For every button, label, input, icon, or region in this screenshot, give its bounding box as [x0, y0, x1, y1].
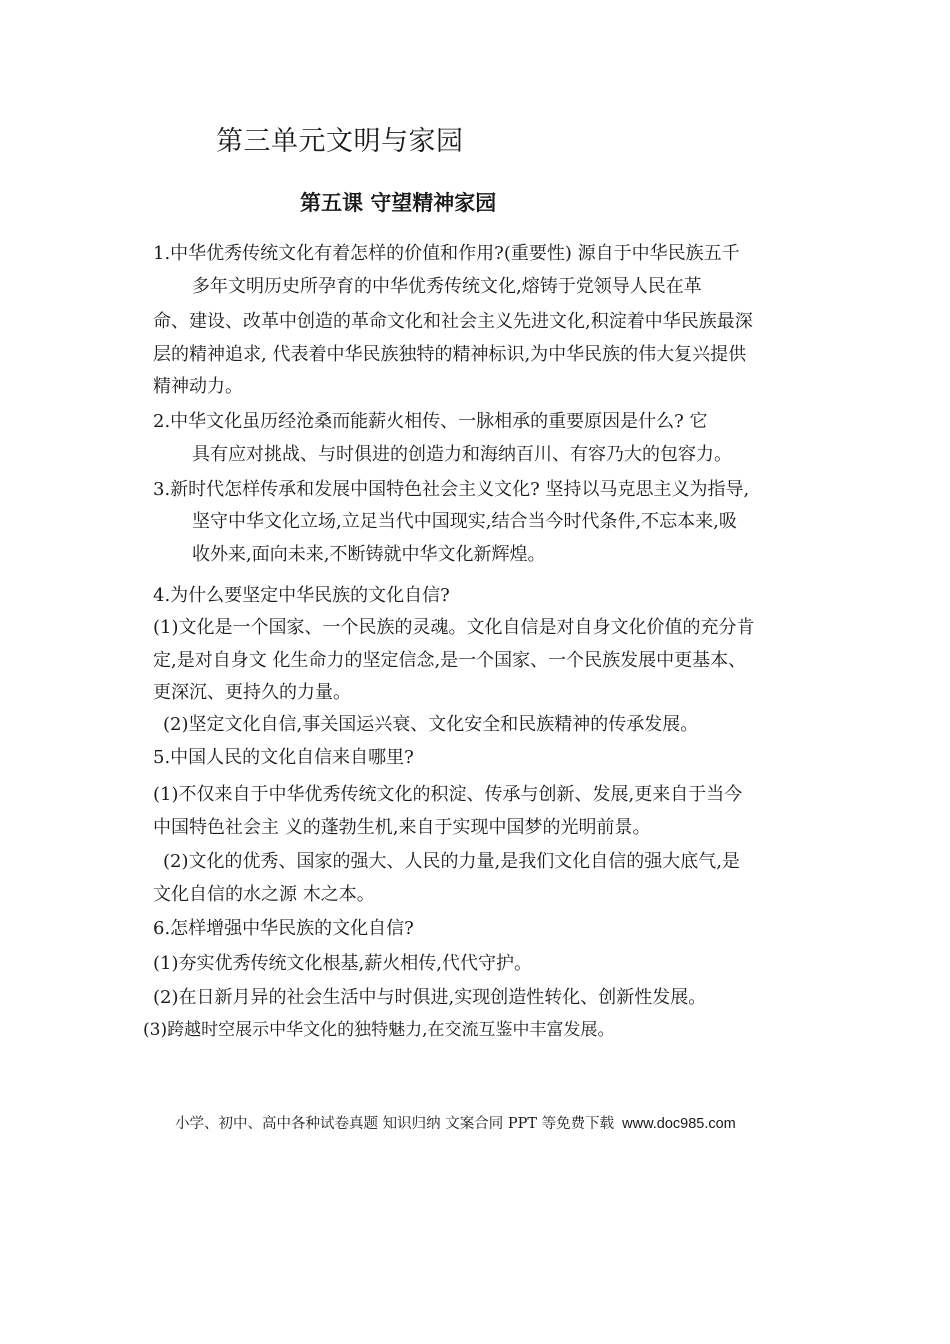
q1-line-4: 层的精神追求, 代表着中华民族独特的精神标识,为中华民族的伟大复兴提供 — [153, 344, 747, 365]
q3-line-2: 坚守中华文化立场,立足当代中国现实,结合当今时代条件,不忘本来,吸 — [192, 511, 737, 532]
footer-url[interactable]: www.doc985.com — [622, 1116, 736, 1132]
q5-line-4: 文化自信的水之源 木之本。 — [153, 884, 375, 905]
q4-line-3: 更深沉、更持久的力量。 — [153, 682, 351, 703]
q3-line-1: 3.新时代怎样传承和发展中国特色社会主义文化? 坚持以马克思主义为指导, — [153, 479, 750, 500]
q3-line-3: 收外来,面向未来,不断铸就中华文化新辉煌。 — [192, 544, 546, 565]
q5-line-1: (1)不仅来自于中华优秀传统文化的积淀、传承与创新、发展,更来自于当今 — [153, 784, 743, 805]
q4-heading: 4.为什么要坚定中华民族的文化自信? — [153, 585, 450, 606]
q4-line-4: (2)坚定文化自信,事关国运兴衰、文化安全和民族精神的传承发展。 — [163, 714, 699, 735]
footer — [175, 1113, 736, 1135]
q5-heading: 5.中国人民的文化自信来自哪里? — [153, 747, 414, 768]
q5-line-3: (2)文化的优秀、国家的强大、人民的力量,是我们文化自信的强大底气,是 — [163, 851, 740, 872]
q6-line-3: (3)跨越时空展示中华文化的独特魅力,在交流互鉴中丰富发展。 — [143, 1020, 615, 1040]
q6-heading: 6.怎样增强中华民族的文化自信? — [153, 918, 414, 939]
unit-title: 第三单元文明与家园 — [216, 126, 464, 157]
q6-line-1: (1)夯实优秀传统文化根基,薪火相传,代代守护。 — [153, 953, 532, 974]
footer-text: 小学、初中、高中各种试卷真题 知识归纳 文案合同 PPT 等免费下载 — [175, 1116, 615, 1132]
q1-line-3: 命、建设、改革中创造的革命文化和社会主义先进文化,积淀着中华民族最深 — [153, 311, 753, 332]
q5-line-2: 中国特色社会主 义的蓬勃生机,来自于实现中国梦的光明前景。 — [153, 817, 651, 838]
q6-line-2: (2)在日新月异的社会生活中与时俱进,实现创造性转化、创新性发展。 — [153, 987, 707, 1008]
q2-line-1: 2.中华文化虽历经沧桑而能薪火相传、一脉相承的重要原因是什么? 它 — [153, 411, 708, 432]
q4-line-2: 定,是对自身文 化生命力的坚定信念,是一个国家、一个民族发展中更基本、 — [153, 650, 747, 671]
q1-line-2: 多年文明历史所孕育的中华优秀传统文化,熔铸于党领导人民在革 — [192, 276, 702, 297]
lesson-title: 第五课 守望精神家园 — [300, 191, 497, 215]
q1-line-5: 精神动力。 — [153, 376, 243, 397]
q2-line-2: 具有应对挑战、与时俱进的创造力和海纳百川、有容乃大的包容力。 — [192, 444, 732, 465]
q1-line-1: 1.中华优秀传统文化有着怎样的价值和作用?(重要性) 源自于中华民族五千 — [153, 243, 740, 264]
q4-line-1: (1)文化是一个国家、一个民族的灵魂。文化自信是对自身文化价值的充分肯 — [153, 617, 755, 638]
